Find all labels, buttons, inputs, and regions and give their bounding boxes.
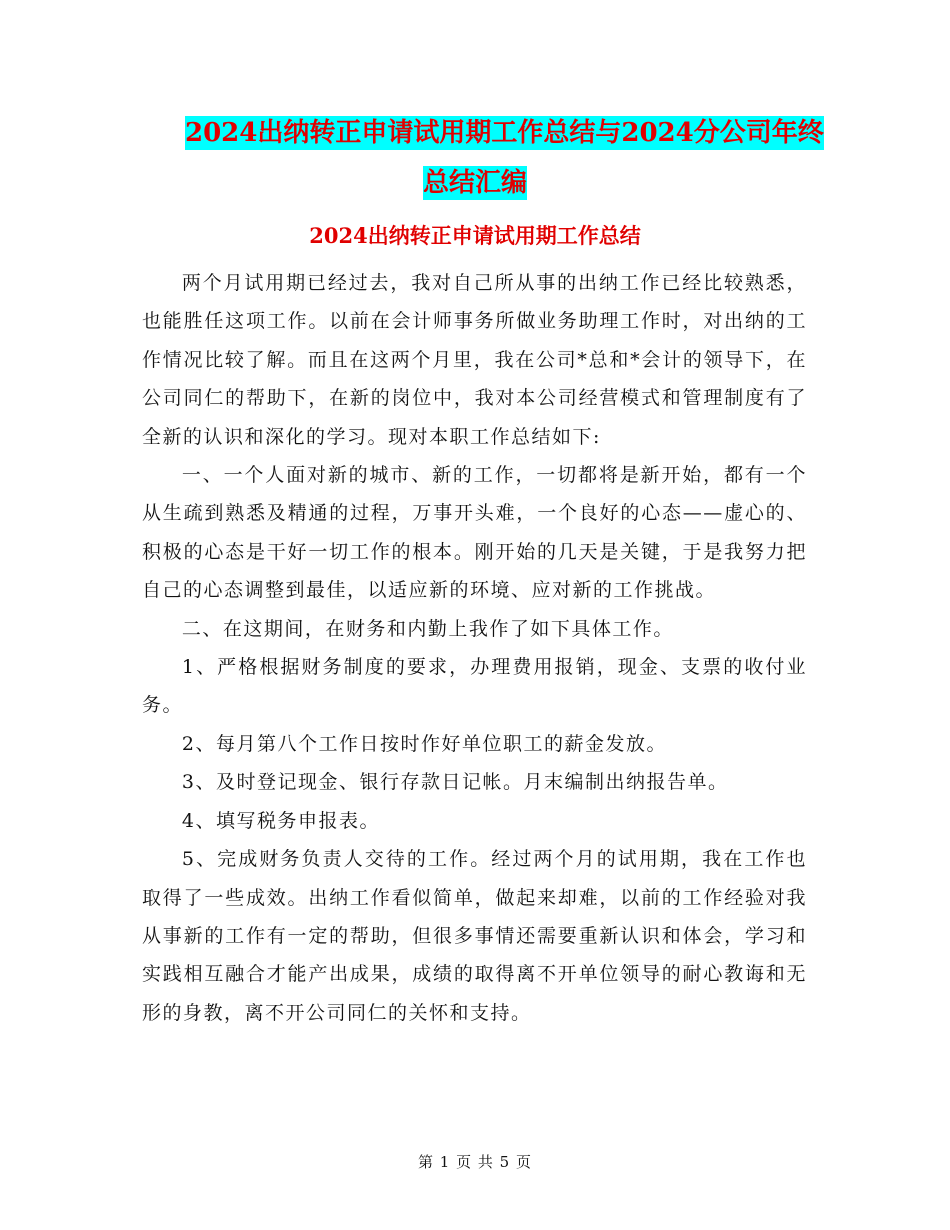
- paragraph: 一、一个人面对新的城市、新的工作，一切都将是新开始，都有一个从生疏到熟悉及精通的过程，万事开头难，一个良好的心态——虚心的、积极的心态是干好一切工作的根本。刚开始的几天是关键，于是我努力把自己的心态调整到最佳，以适应新的环境、应对新的工作挑战。: [142, 464, 807, 602]
- page-number: 第 1 页 共 5 页: [418, 1153, 532, 1171]
- paragraph: 二、在这期间，在财务和内勤上我作了如下具体工作。: [181, 617, 674, 640]
- paragraph: 5、完成财务负责人交待的工作。经过两个月的试用期，我在工作也取得了一些成效。出纳工作看似简单，做起来却难，以前的工作经验对我从事新的工作有一定的帮助，但很多事情还需要重新认识和体会，学习和实践相互融合才能产出成果，成绩的取得离不开单位领导的耐心教诲和无形的身教，离不开公司同仁的关怀和支持。: [142, 848, 807, 1024]
- paragraph: 2、每月第八个工作日按时作好单位职工的薪金发放。: [181, 732, 667, 755]
- paragraph: 4、填写税务申报表。: [181, 809, 380, 832]
- section-title: 2024出纳转正申请试用期工作总结: [309, 223, 641, 248]
- page-footer: [0, 1152, 950, 1172]
- document-title-line2: [0, 158, 950, 208]
- paragraph: 1、严格根据财务制度的要求，办理费用报销，现金、支票的收付业务。: [142, 656, 807, 717]
- document-title-line2-text: 总结汇编: [422, 168, 527, 198]
- paragraph: 3、及时登记现金、银行存款日记帐。月末编制出纳报告单。: [181, 771, 729, 794]
- body-text: [142, 264, 807, 1032]
- paragraph: 两个月试用期已经过去，我对自己所从事的出纳工作已经比较熟悉，也能胜任这项工作。以前在会计师事务所做业务助理工作时，对出纳的工作情况比较了解。而且在这两个月里，我在公司*总和*会计的领导下，在公司同仁的帮助下，在新的岗位中，我对本公司经营模式和管理制度有了全新的认识和深化的学习。现对本职工作总结如下:: [142, 272, 807, 448]
- document-title-line1-text: 2024出纳转正申请试用期工作总结与2024分公司年终: [185, 118, 824, 148]
- document-title-line1: [185, 108, 824, 158]
